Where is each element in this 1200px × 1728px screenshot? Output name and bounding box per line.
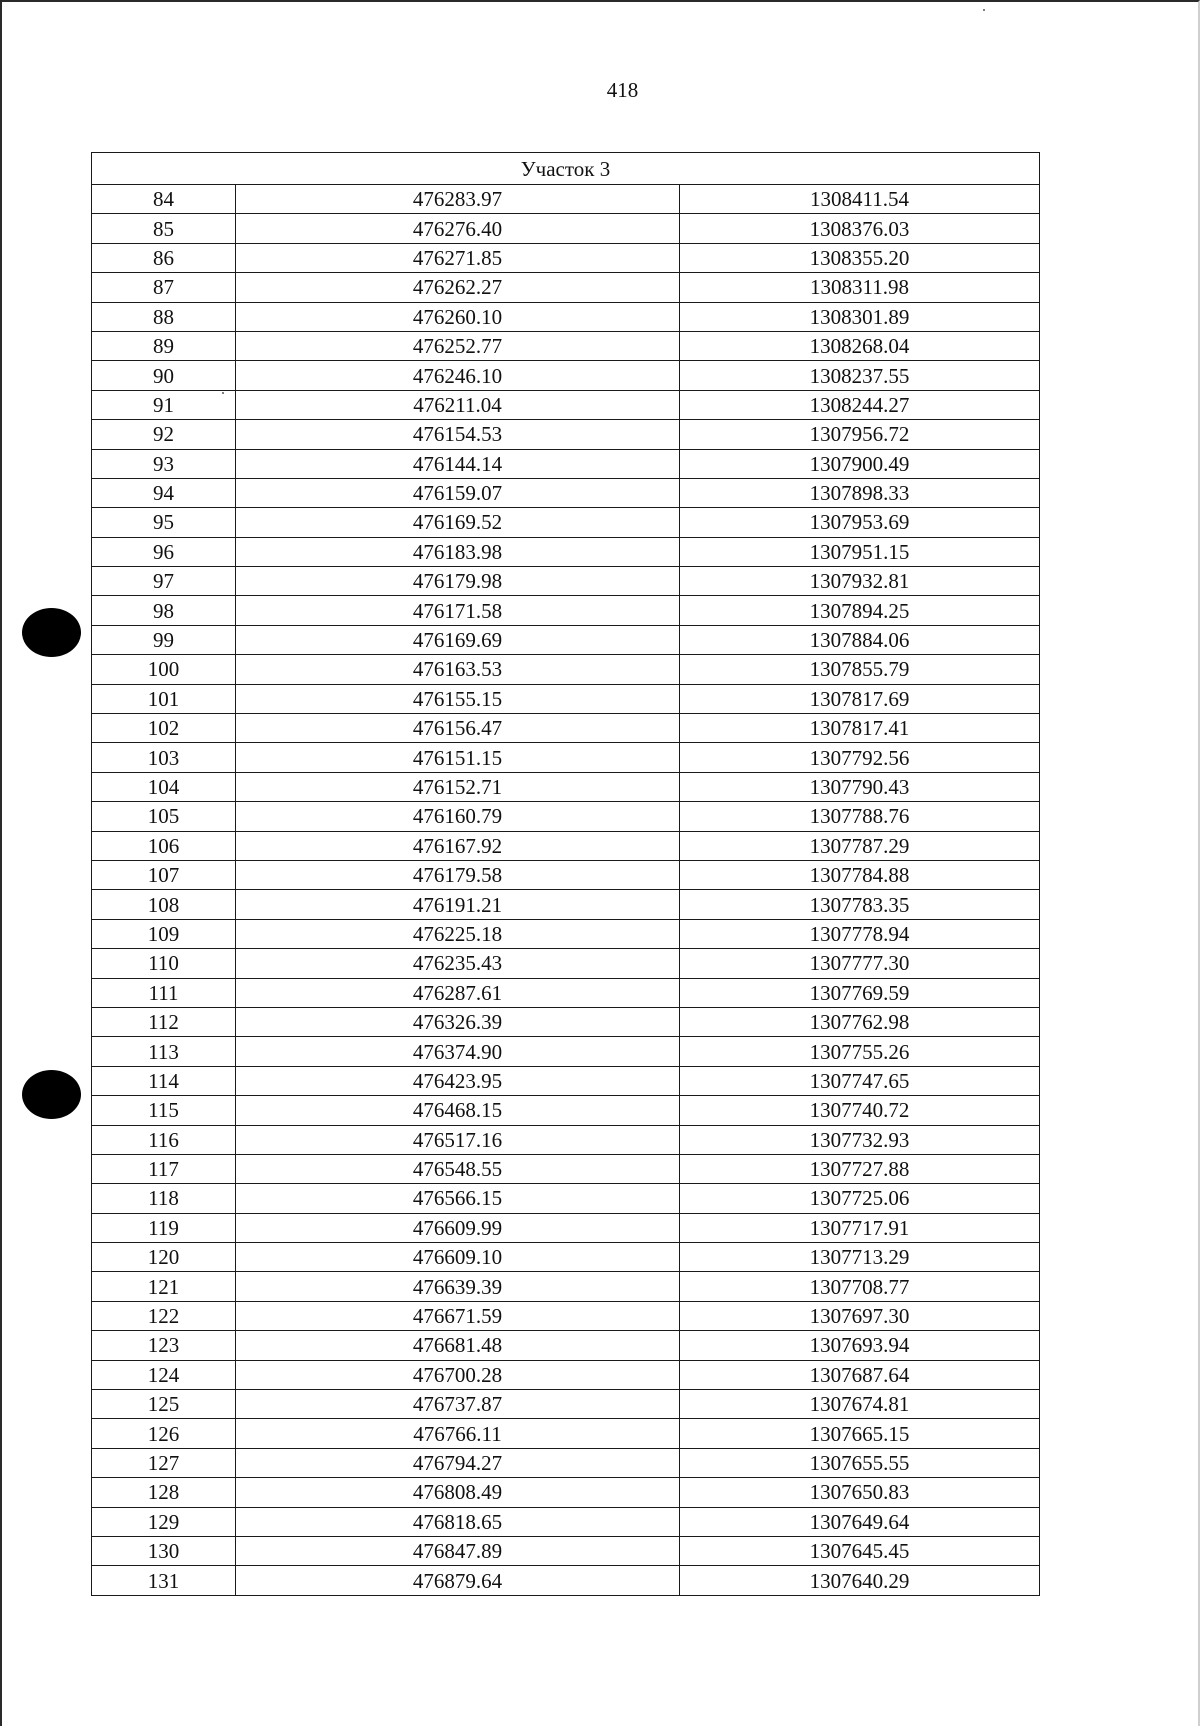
table-row <box>92 302 1040 331</box>
y-coordinate-cell: 1307649.64 <box>680 1507 1040 1536</box>
y-coordinate-cell: 1307755.26 <box>680 1037 1040 1066</box>
point-number-cell: 121 <box>92 1272 236 1301</box>
point-number-cell: 109 <box>92 919 236 948</box>
table-row <box>92 919 1040 948</box>
x-coordinate-cell: 476374.90 <box>236 1037 680 1066</box>
x-coordinate-cell: 476287.61 <box>236 978 680 1007</box>
x-coordinate-cell: 476609.10 <box>236 1243 680 1272</box>
x-coordinate-cell: 476681.48 <box>236 1331 680 1360</box>
point-number-cell: 91 <box>92 390 236 419</box>
table-row <box>92 1272 1040 1301</box>
point-number-cell: 113 <box>92 1037 236 1066</box>
y-coordinate-cell: 1307674.81 <box>680 1390 1040 1419</box>
x-coordinate-cell: 476879.64 <box>236 1566 680 1595</box>
x-coordinate-cell: 476167.92 <box>236 831 680 860</box>
y-coordinate-cell: 1307645.45 <box>680 1536 1040 1565</box>
x-coordinate-cell: 476179.58 <box>236 860 680 889</box>
y-coordinate-cell: 1307855.79 <box>680 655 1040 684</box>
y-coordinate-cell: 1308237.55 <box>680 361 1040 390</box>
point-number-cell: 98 <box>92 596 236 625</box>
y-coordinate-cell: 1308376.03 <box>680 214 1040 243</box>
point-number-cell: 130 <box>92 1536 236 1565</box>
y-coordinate-cell: 1308411.54 <box>680 185 1040 214</box>
x-coordinate-cell: 476271.85 <box>236 243 680 272</box>
point-number-cell: 101 <box>92 684 236 713</box>
x-coordinate-cell: 476154.53 <box>236 420 680 449</box>
table-row <box>92 420 1040 449</box>
y-coordinate-cell: 1308311.98 <box>680 273 1040 302</box>
y-coordinate-cell: 1307650.83 <box>680 1478 1040 1507</box>
point-number-cell: 119 <box>92 1213 236 1242</box>
x-coordinate-cell: 476152.71 <box>236 772 680 801</box>
y-coordinate-cell: 1307640.29 <box>680 1566 1040 1595</box>
table-row <box>92 1007 1040 1036</box>
point-number-cell: 92 <box>92 420 236 449</box>
y-coordinate-cell: 1308355.20 <box>680 243 1040 272</box>
x-coordinate-cell: 476548.55 <box>236 1154 680 1183</box>
y-coordinate-cell: 1307788.76 <box>680 802 1040 831</box>
x-coordinate-cell: 476159.07 <box>236 478 680 507</box>
x-coordinate-cell: 476847.89 <box>236 1536 680 1565</box>
section-header-row <box>92 153 1040 185</box>
table-row <box>92 714 1040 743</box>
table-row <box>92 1037 1040 1066</box>
x-coordinate-cell: 476566.15 <box>236 1184 680 1213</box>
x-coordinate-cell: 476179.98 <box>236 567 680 596</box>
y-coordinate-cell: 1307732.93 <box>680 1125 1040 1154</box>
x-coordinate-cell: 476160.79 <box>236 802 680 831</box>
y-coordinate-cell: 1307713.29 <box>680 1243 1040 1272</box>
table-row <box>92 890 1040 919</box>
point-number-cell: 118 <box>92 1184 236 1213</box>
x-coordinate-cell: 476151.15 <box>236 743 680 772</box>
table-row <box>92 625 1040 654</box>
table-row <box>92 1125 1040 1154</box>
table-row <box>92 596 1040 625</box>
x-coordinate-cell: 476260.10 <box>236 302 680 331</box>
punch-hole-mark <box>22 608 81 657</box>
point-number-cell: 125 <box>92 1390 236 1419</box>
x-coordinate-cell: 476818.65 <box>236 1507 680 1536</box>
y-coordinate-cell: 1307717.91 <box>680 1213 1040 1242</box>
point-number-cell: 102 <box>92 714 236 743</box>
y-coordinate-cell: 1307884.06 <box>680 625 1040 654</box>
point-number-cell: 97 <box>92 567 236 596</box>
y-coordinate-cell: 1307817.69 <box>680 684 1040 713</box>
point-number-cell: 128 <box>92 1478 236 1507</box>
table-row <box>92 1507 1040 1536</box>
y-coordinate-cell: 1307665.15 <box>680 1419 1040 1448</box>
table-row <box>92 949 1040 978</box>
x-coordinate-cell: 476671.59 <box>236 1301 680 1330</box>
point-number-cell: 126 <box>92 1419 236 1448</box>
x-coordinate-cell: 476169.52 <box>236 508 680 537</box>
y-coordinate-cell: 1307762.98 <box>680 1007 1040 1036</box>
punch-hole-mark <box>22 1070 81 1119</box>
point-number-cell: 88 <box>92 302 236 331</box>
y-coordinate-cell: 1307693.94 <box>680 1331 1040 1360</box>
point-number-cell: 86 <box>92 243 236 272</box>
table-row <box>92 1154 1040 1183</box>
x-coordinate-cell: 476326.39 <box>236 1007 680 1036</box>
y-coordinate-cell: 1307790.43 <box>680 772 1040 801</box>
y-coordinate-cell: 1307783.35 <box>680 890 1040 919</box>
table-row <box>92 1419 1040 1448</box>
table-row <box>92 273 1040 302</box>
table-row <box>92 1096 1040 1125</box>
point-number-cell: 103 <box>92 743 236 772</box>
point-number-cell: 110 <box>92 949 236 978</box>
point-number-cell: 107 <box>92 860 236 889</box>
point-number-cell: 85 <box>92 214 236 243</box>
y-coordinate-cell: 1307740.72 <box>680 1096 1040 1125</box>
table-row <box>92 1566 1040 1595</box>
point-number-cell: 99 <box>92 625 236 654</box>
table-row <box>92 1478 1040 1507</box>
point-number-cell: 127 <box>92 1448 236 1477</box>
x-coordinate-cell: 476169.69 <box>236 625 680 654</box>
table-row <box>92 567 1040 596</box>
table-row <box>92 390 1040 419</box>
table-row <box>92 743 1040 772</box>
x-coordinate-cell: 476737.87 <box>236 1390 680 1419</box>
x-coordinate-cell: 476794.27 <box>236 1448 680 1477</box>
table-row <box>92 802 1040 831</box>
x-coordinate-cell: 476211.04 <box>236 390 680 419</box>
y-coordinate-cell: 1307951.15 <box>680 537 1040 566</box>
point-number-cell: 89 <box>92 331 236 360</box>
y-coordinate-cell: 1307932.81 <box>680 567 1040 596</box>
x-coordinate-cell: 476156.47 <box>236 714 680 743</box>
section-title: Участок 3 <box>92 153 1040 185</box>
point-number-cell: 124 <box>92 1360 236 1389</box>
y-coordinate-cell: 1307792.56 <box>680 743 1040 772</box>
table-row <box>92 1066 1040 1095</box>
y-coordinate-cell: 1307898.33 <box>680 478 1040 507</box>
y-coordinate-cell: 1307727.88 <box>680 1154 1040 1183</box>
table-row <box>92 331 1040 360</box>
x-coordinate-cell: 476766.11 <box>236 1419 680 1448</box>
y-coordinate-cell: 1307900.49 <box>680 449 1040 478</box>
table-row <box>92 1448 1040 1477</box>
point-number-cell: 116 <box>92 1125 236 1154</box>
point-number-cell: 131 <box>92 1566 236 1595</box>
table-row <box>92 508 1040 537</box>
y-coordinate-cell: 1307953.69 <box>680 508 1040 537</box>
point-number-cell: 112 <box>92 1007 236 1036</box>
y-coordinate-cell: 1307655.55 <box>680 1448 1040 1477</box>
x-coordinate-cell: 476225.18 <box>236 919 680 948</box>
table-row <box>92 478 1040 507</box>
coordinates-table <box>91 152 1040 1596</box>
point-number-cell: 123 <box>92 1331 236 1360</box>
page-number: 418 <box>606 78 639 102</box>
y-coordinate-cell: 1307747.65 <box>680 1066 1040 1095</box>
point-number-cell: 84 <box>92 185 236 214</box>
table-row <box>92 1331 1040 1360</box>
x-coordinate-cell: 476423.95 <box>236 1066 680 1095</box>
y-coordinate-cell: 1308268.04 <box>680 331 1040 360</box>
point-number-cell: 95 <box>92 508 236 537</box>
table-row <box>92 537 1040 566</box>
point-number-cell: 122 <box>92 1301 236 1330</box>
table-row <box>92 655 1040 684</box>
x-coordinate-cell: 476252.77 <box>236 331 680 360</box>
y-coordinate-cell: 1307708.77 <box>680 1272 1040 1301</box>
point-number-cell: 105 <box>92 802 236 831</box>
x-coordinate-cell: 476183.98 <box>236 537 680 566</box>
x-coordinate-cell: 476609.99 <box>236 1213 680 1242</box>
point-number-cell: 108 <box>92 890 236 919</box>
table-row <box>92 860 1040 889</box>
point-number-cell: 120 <box>92 1243 236 1272</box>
table-row <box>92 1243 1040 1272</box>
y-coordinate-cell: 1308301.89 <box>680 302 1040 331</box>
x-coordinate-cell: 476171.58 <box>236 596 680 625</box>
x-coordinate-cell: 476163.53 <box>236 655 680 684</box>
y-coordinate-cell: 1307956.72 <box>680 420 1040 449</box>
x-coordinate-cell: 476155.15 <box>236 684 680 713</box>
point-number-cell: 104 <box>92 772 236 801</box>
table-row <box>92 185 1040 214</box>
table-row <box>92 1213 1040 1242</box>
y-coordinate-cell: 1307894.25 <box>680 596 1040 625</box>
table-row <box>92 243 1040 272</box>
point-number-cell: 114 <box>92 1066 236 1095</box>
table-row <box>92 449 1040 478</box>
y-coordinate-cell: 1307725.06 <box>680 1184 1040 1213</box>
point-number-cell: 93 <box>92 449 236 478</box>
table-row <box>92 772 1040 801</box>
table-row <box>92 361 1040 390</box>
scan-speck <box>983 9 985 11</box>
x-coordinate-cell: 476235.43 <box>236 949 680 978</box>
y-coordinate-cell: 1307697.30 <box>680 1301 1040 1330</box>
y-coordinate-cell: 1307687.64 <box>680 1360 1040 1389</box>
x-coordinate-cell: 476468.15 <box>236 1096 680 1125</box>
point-number-cell: 87 <box>92 273 236 302</box>
point-number-cell: 90 <box>92 361 236 390</box>
point-number-cell: 100 <box>92 655 236 684</box>
y-coordinate-cell: 1307769.59 <box>680 978 1040 1007</box>
table-row <box>92 1390 1040 1419</box>
table-row <box>92 1301 1040 1330</box>
x-coordinate-cell: 476283.97 <box>236 185 680 214</box>
x-coordinate-cell: 476808.49 <box>236 1478 680 1507</box>
point-number-cell: 111 <box>92 978 236 1007</box>
table-row <box>92 978 1040 1007</box>
x-coordinate-cell: 476639.39 <box>236 1272 680 1301</box>
x-coordinate-cell: 476700.28 <box>236 1360 680 1389</box>
point-number-cell: 94 <box>92 478 236 507</box>
x-coordinate-cell: 476144.14 <box>236 449 680 478</box>
table-row <box>92 831 1040 860</box>
x-coordinate-cell: 476517.16 <box>236 1125 680 1154</box>
table-row <box>92 1184 1040 1213</box>
y-coordinate-cell: 1308244.27 <box>680 390 1040 419</box>
x-coordinate-cell: 476276.40 <box>236 214 680 243</box>
point-number-cell: 115 <box>92 1096 236 1125</box>
point-number-cell: 117 <box>92 1154 236 1183</box>
table-row <box>92 1360 1040 1389</box>
y-coordinate-cell: 1307787.29 <box>680 831 1040 860</box>
y-coordinate-cell: 1307817.41 <box>680 714 1040 743</box>
table-row <box>92 684 1040 713</box>
point-number-cell: 106 <box>92 831 236 860</box>
table-row <box>92 214 1040 243</box>
y-coordinate-cell: 1307784.88 <box>680 860 1040 889</box>
x-coordinate-cell: 476191.21 <box>236 890 680 919</box>
y-coordinate-cell: 1307777.30 <box>680 949 1040 978</box>
coordinates-table-body <box>92 153 1040 1596</box>
point-number-cell: 96 <box>92 537 236 566</box>
y-coordinate-cell: 1307778.94 <box>680 919 1040 948</box>
x-coordinate-cell: 476246.10 <box>236 361 680 390</box>
table-row <box>92 1536 1040 1565</box>
point-number-cell: 129 <box>92 1507 236 1536</box>
x-coordinate-cell: 476262.27 <box>236 273 680 302</box>
